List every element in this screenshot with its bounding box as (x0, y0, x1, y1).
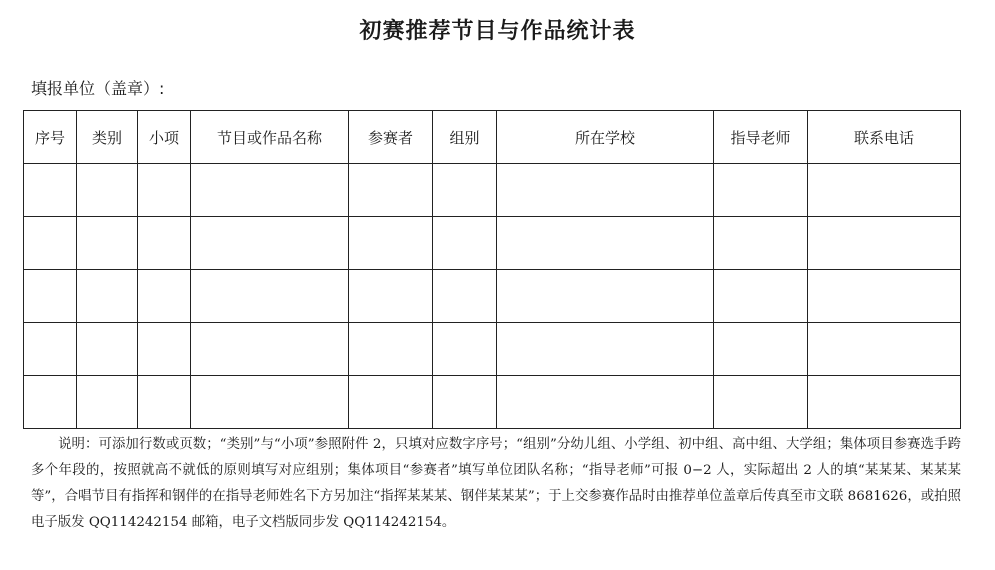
table-cell[interactable] (191, 164, 349, 217)
table-cell[interactable] (349, 217, 433, 270)
table-row (24, 217, 961, 270)
table-cell[interactable] (433, 376, 497, 429)
table-cell[interactable] (497, 323, 714, 376)
table-cell[interactable] (24, 270, 77, 323)
table-cell[interactable] (497, 217, 714, 270)
table-cell[interactable] (191, 323, 349, 376)
column-header-subitem: 小项 (138, 111, 191, 164)
table-cell[interactable] (77, 323, 138, 376)
table-cell[interactable] (714, 270, 808, 323)
table-cell[interactable] (138, 217, 191, 270)
table-cell[interactable] (191, 270, 349, 323)
table-cell[interactable] (714, 217, 808, 270)
table-cell[interactable] (77, 270, 138, 323)
column-header-category: 类别 (77, 111, 138, 164)
table-cell[interactable] (808, 270, 961, 323)
table-cell[interactable] (24, 323, 77, 376)
column-header-phone: 联系电话 (808, 111, 961, 164)
column-header-participant: 参赛者 (349, 111, 433, 164)
table-cell[interactable] (497, 376, 714, 429)
table-header-row (24, 111, 961, 164)
table-cell[interactable] (138, 164, 191, 217)
table-cell[interactable] (433, 270, 497, 323)
column-header-instructor: 指导老师 (714, 111, 808, 164)
table-cell[interactable] (138, 270, 191, 323)
column-header-group: 组别 (433, 111, 497, 164)
table-cell[interactable] (808, 164, 961, 217)
table-cell[interactable] (349, 323, 433, 376)
column-header-work-name: 节目或作品名称 (191, 111, 349, 164)
table-cell[interactable] (138, 376, 191, 429)
table-cell[interactable] (808, 376, 961, 429)
reporting-unit-label: 填报单位（盖章）: (31, 79, 165, 98)
table-cell[interactable] (497, 164, 714, 217)
table-cell[interactable] (24, 376, 77, 429)
table-cell[interactable] (77, 217, 138, 270)
table-cell[interactable] (191, 217, 349, 270)
page-title: 初赛推荐节目与作品统计表 (359, 19, 636, 44)
table-cell[interactable] (714, 164, 808, 217)
table-cell[interactable] (808, 217, 961, 270)
table-row (24, 164, 961, 217)
table-cell[interactable] (24, 217, 77, 270)
table-cell[interactable] (714, 376, 808, 429)
statistics-table (23, 110, 961, 429)
table-cell[interactable] (349, 376, 433, 429)
table-cell[interactable] (191, 376, 349, 429)
table-cell[interactable] (808, 323, 961, 376)
table-cell[interactable] (77, 164, 138, 217)
table-cell[interactable] (433, 217, 497, 270)
table-cell[interactable] (349, 270, 433, 323)
table-cell[interactable] (77, 376, 138, 429)
table-cell[interactable] (497, 270, 714, 323)
table-cell[interactable] (433, 164, 497, 217)
explanation-note (31, 432, 961, 536)
table-cell[interactable] (24, 164, 77, 217)
column-header-school: 所在学校 (497, 111, 714, 164)
table-row (24, 323, 961, 376)
column-header-number: 序号 (24, 111, 77, 164)
table-row (24, 270, 961, 323)
table-row (24, 376, 961, 429)
table-cell[interactable] (714, 323, 808, 376)
table-cell[interactable] (349, 164, 433, 217)
table-cell[interactable] (433, 323, 497, 376)
note-text: 说明：可添加行数或页数；“类别”与“小项”参照附件 2，只填对应数字序号；“组别”分幼儿组、小学组、初中组、高中组、大学组；集体项目参赛选手跨多个年段的，按照就高不就低的原则填写对应组别；集体项目“参赛者”填写单位团队名称；“指导老师”可报 0−2 人，实际超出 2 人的填“某某某、某某某等”，合唱节目有指挥和钢伴的在指导老师姓名下方另加注“指挥某某某、钢伴某某某”；于上交参赛作品时由推荐单位盖章后传真至市文联 8681626，或拍照电子版发 QQ114242154 邮箱，电子文档版同步发 QQ114242154。 (31, 437, 961, 530)
table-cell[interactable] (138, 323, 191, 376)
